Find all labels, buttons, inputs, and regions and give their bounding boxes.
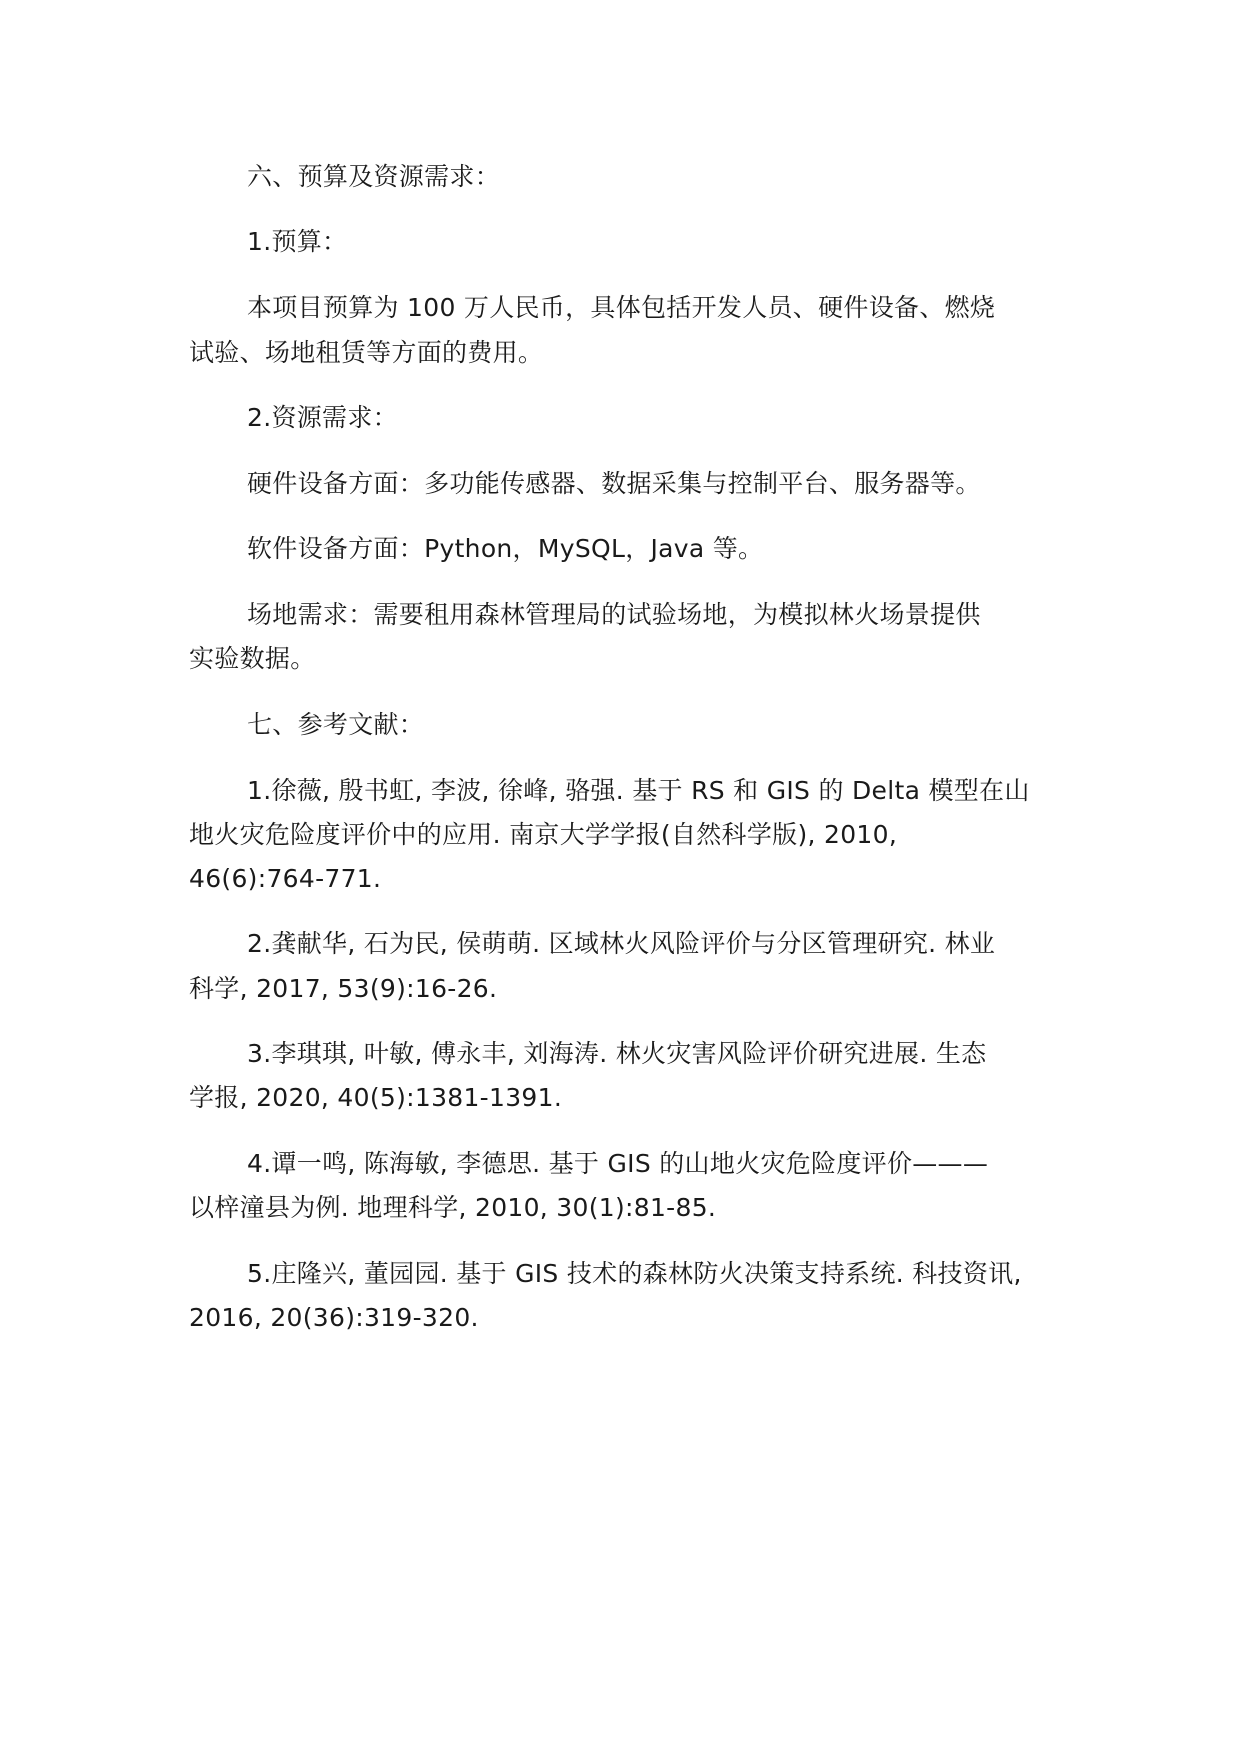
- reference-1-line-3: 46(6):764-771.: [189, 864, 382, 893]
- site-paragraph-line-2: 实验数据。: [189, 644, 316, 673]
- reference-4-line-1: 4.谭一鸣, 陈海敏, 李德思. 基于 GIS 的山地火灾危险度评价———: [247, 1149, 989, 1178]
- reference-4-line-2: 以梓潼县为例. 地理科学, 2010, 30(1):81-85.: [189, 1193, 717, 1222]
- section-heading-references: 七、参考文献：: [247, 710, 425, 739]
- reference-5-line-2: 2016, 20(36):319-320.: [189, 1303, 479, 1332]
- hardware-paragraph: 硬件设备方面：多功能传感器、数据采集与控制平台、服务器等。: [247, 469, 981, 498]
- reference-3-line-1: 3.李琪琪, 叶敏, 傅永丰, 刘海涛. 林火灾害风险评价研究进展. 生态: [247, 1039, 987, 1068]
- reference-2-line-1: 2.龚献华, 石为民, 侯萌萌. 区域林火风险评价与分区管理研究. 林业: [247, 929, 996, 958]
- subheading-budget: 1.预算：: [247, 227, 348, 256]
- subheading-resources: 2.资源需求：: [247, 403, 398, 432]
- section-heading-budget: 六、预算及资源需求：: [247, 162, 501, 191]
- reference-5-line-1: 5.庄隆兴, 董园园. 基于 GIS 技术的森林防火决策支持系统. 科技资讯,: [247, 1259, 1022, 1288]
- budget-paragraph-line-1: 本项目预算为 100 万人民币，具体包括开发人员、硬件设备、燃烧: [247, 293, 996, 322]
- reference-3-line-2: 学报, 2020, 40(5):1381-1391.: [189, 1083, 563, 1112]
- budget-paragraph-line-2: 试验、场地租赁等方面的费用。: [189, 338, 544, 367]
- reference-1-line-1: 1.徐薇, 殷书虹, 李波, 徐峰, 骆强. 基于 RS 和 GIS 的 Delta 模型在山: [247, 776, 1030, 805]
- reference-1-line-2: 地火灾危险度评价中的应用. 南京大学学报(自然科学版), 2010,: [189, 820, 898, 849]
- site-paragraph-line-1: 场地需求：需要租用森林管理局的试验场地，为模拟林火场景提供: [247, 600, 981, 629]
- reference-2-line-2: 科学, 2017, 53(9):16-26.: [189, 974, 498, 1003]
- software-paragraph: 软件设备方面：Python，MySQL，Java 等。: [247, 534, 764, 563]
